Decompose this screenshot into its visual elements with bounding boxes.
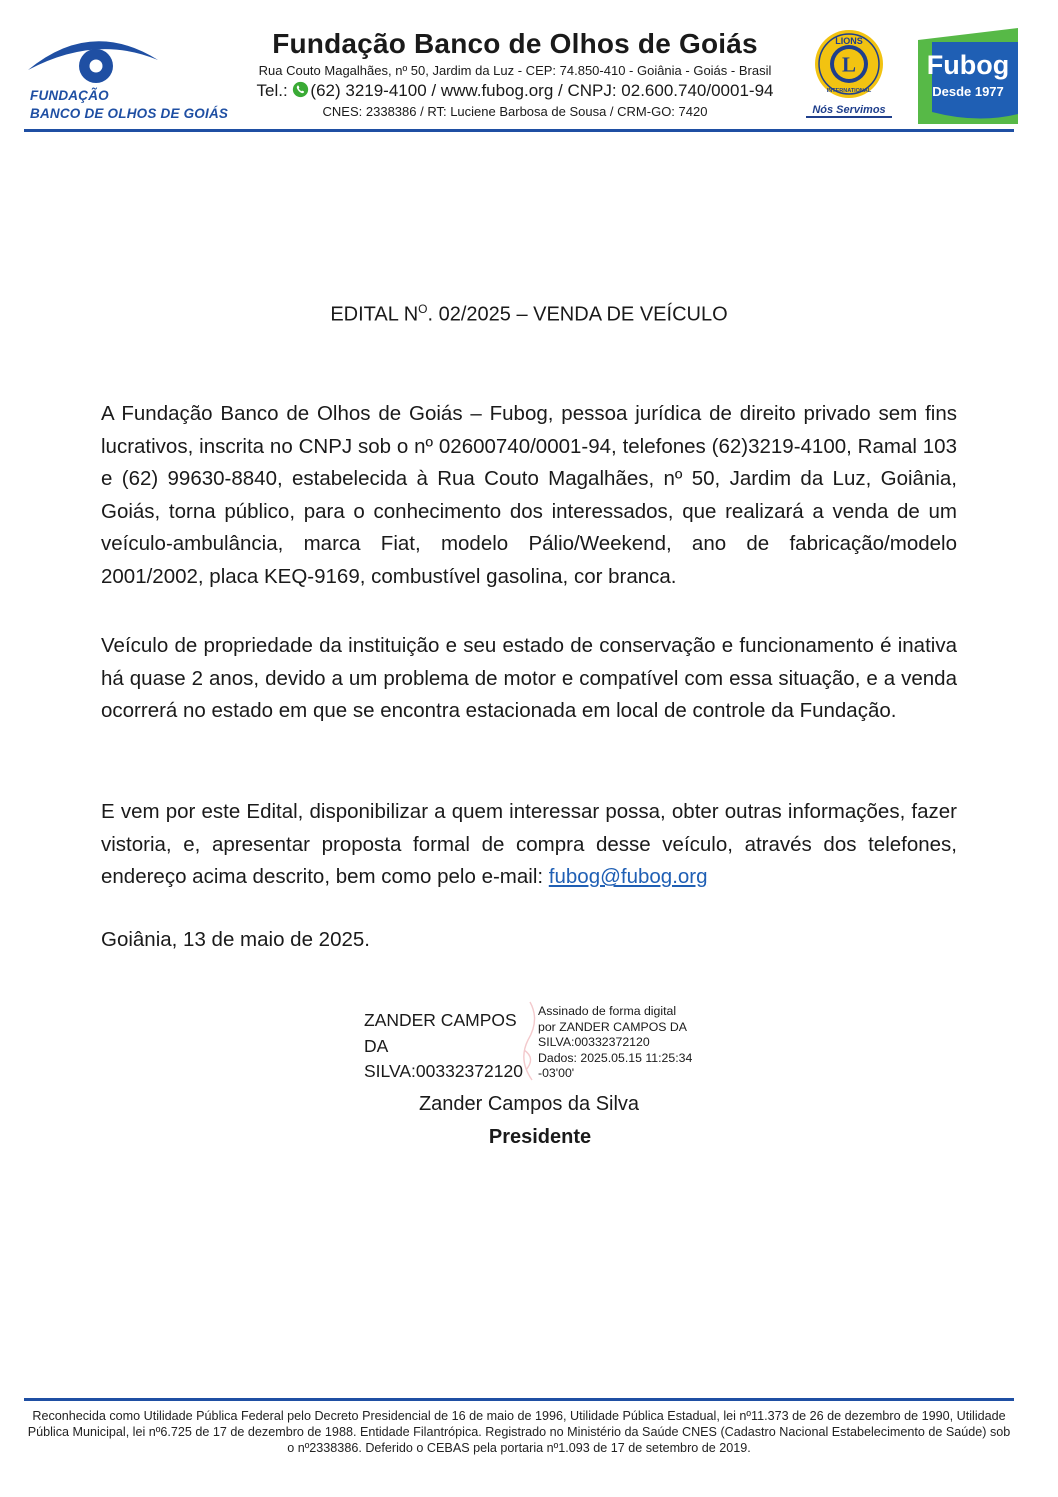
digital-sig-line1: Assinado de forma digital [538,1004,677,1018]
signer-role: Presidente [488,1126,592,1148]
footer-divider [24,1398,1014,1401]
lions-emblem-icon [806,28,892,104]
signer-id-line3: SILVA:00332372120 [364,1061,523,1081]
org-address: Rua Couto Magalhães, nº 50, Jardim da Luz - CEP: 74.850-410 - Goiânia - Goiás - Brasil [258,63,772,78]
letterhead [240,28,790,119]
signer-id-line2: DA [364,1035,389,1056]
fubog-badge [918,28,1018,124]
title-rest: . 02/2025 – VENDA DE VEÍCULO [427,303,728,326]
title-prefix: EDITAL N [330,303,419,326]
badge-since: Desde 1977 [932,84,1004,99]
org-cnes: CNES: 2338386 / RT: Luciene Barbosa de Sousa / CRM-GO: 7420 [322,104,708,119]
document-date: Goiânia, 13 de maio de 2025. [101,928,370,951]
digital-sig-line3: SILVA:00332372120 [538,1035,650,1049]
org-title: Fundação Banco de Olhos de Goiás [272,28,758,59]
paragraph-3 [101,796,957,894]
lions-motto: Nós Servimos [806,104,892,118]
logo-text-line1: FUNDAÇÃO [30,88,109,103]
lions-ring-top: LIONS [835,36,863,46]
footer-text: Reconhecida como Utilidade Pública Federal pelo Decreto Presidencial de 16 de maio de 1996, Utilidade Pública Estadual, lei nº11.373 de 26 de dezembro de 1990, Utilidade Pública Municipal, lei nº6.725 de 17 de dezembro de 1988. Entidade Filantrópica. Registrado no Ministério da Saúde CNES (Cadastro Nacional Estabelecimento de Saúde) sob o nº2338386. Deferido o CEBAS pela portaria nº1.093 de 17 de setembro de 2019. [27,1409,1011,1455]
badge-name: Fubog [926,50,1010,80]
fundacao-logo [26,30,236,125]
paragraph-3-text: E vem por este Edital, disponibilizar a quem interessar possa, obter outras informações, fazer vistoria, e, apresentar proposta formal de compra desse veículo, através dos telefones, endereço acima descrito, bem como pelo e-mail: [101,800,957,889]
contact-details: (62) 3219-4100 / www.fubog.org / CNPJ: 02.600.740/0001-94 [310,81,774,100]
paragraph-2: Veículo de propriedade da instituição e seu estado de conservação e funcionamento é inativa há quase 2 anos, devido a um problema de motor e compatível com essa situação, e a venda ocorrerá no estado em que se encontra estacionada em local de controle da Fundação. [101,634,957,723]
signer-name: Zander Campos da Silva [418,1093,640,1115]
paragraph-1: A Fundação Banco de Olhos de Goiás – Fubog, pessoa jurídica de direito privado sem fins lucrativos, inscrita no CNPJ sob o nº 02600740/0001-94, telefones (62)3219-4100, Ramal 103 e (62) 99630-8840, estabelecida à Rua Couto Magalhães, nº 50, Jardim da Luz, Goiânia, Goiás, torna público, para o conhecimento dos interessados, que realizará a venda de um veículo-ambulância, marca Fiat, modelo Pálio/Weekend, ano de fabricação/modelo 2001/2002, placa KEQ-9169, combustível gasolina, cor branca. [101,402,957,588]
digital-sig-line4: Dados: 2025.05.15 11:25:34 [538,1050,693,1065]
digital-sig-line2: por ZANDER CAMPOS DA [538,1019,687,1034]
whatsapp-icon [292,81,309,98]
logo-text-line2: BANCO DE OLHOS DE GOIÁS [30,106,229,121]
eye-logo-icon [26,30,166,90]
signer-id-line1: ZANDER CAMPOS [364,1010,517,1030]
lions-ring-bottom: INTERNATIONAL [826,88,872,94]
header-divider [24,129,1014,132]
digital-sig-line5: -03'00' [538,1066,575,1080]
title-superscript: O [418,302,428,316]
document-title [0,302,1058,327]
lions-logo [806,28,892,122]
org-contact [240,81,790,101]
digital-signature-stamp [538,1004,708,1082]
email-link[interactable]: fubog@fubog.org [548,865,708,889]
lions-letter: L [841,52,857,77]
contact-prefix: Tel.: [256,81,293,100]
